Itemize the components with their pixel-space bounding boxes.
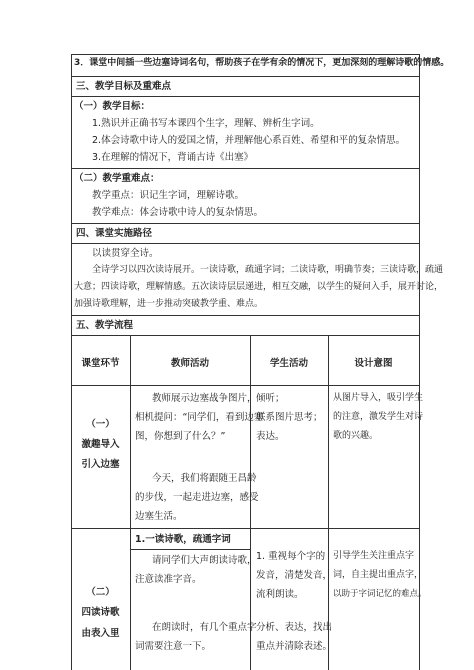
teacher-line: 教师展示边塞战争图片， (152, 393, 257, 404)
goal-1: 1.熟识并正确书写本课四个生字，理解、辨析生字词。 (92, 118, 320, 129)
teacher-heading: 1.一读诗歌，疏通字词 (135, 534, 231, 545)
design-line: 的注意，激发学生对诗 (333, 412, 424, 422)
difficult-point: 教学难点：体会诗歌中诗人的复杂情思。 (92, 207, 264, 218)
section-4-paragraph-line: 大意；四读诗歌，理解情感。五次读诗层层递进，相互交融，以学生的疑问入手，展开讨论， (74, 282, 444, 292)
design-line: 以助于字词记忆的难点。 (333, 589, 427, 599)
section-4-title: 四、课堂实施路径 (76, 228, 153, 239)
student-line: 发音，清楚发音， (256, 570, 333, 581)
row-divider (71, 243, 420, 244)
stage-title: 引入边塞 (81, 459, 120, 470)
row-divider (71, 385, 420, 386)
header-student: 学生活动 (269, 358, 308, 369)
row-top-text: 3．课堂中间插一些边塞诗词名句，帮助孩子在学有余的情况下，更加深刻的理解诗歌的情感。 (74, 58, 450, 68)
stage-number: （二） (86, 587, 115, 598)
header-teacher: 教师活动 (170, 358, 209, 369)
teacher-line: 在朗读时，有几个重点字 (152, 622, 257, 633)
goal-2: 2.体会诗歌中诗人的爱国之情，并理解他心系百姓、希望和平的复杂情思。 (92, 135, 406, 146)
teacher-line: 今天，我们将跟随王昌龄 (152, 473, 257, 484)
design-line: 词，自主提出重点字， (333, 570, 424, 580)
student-line: 联系图片思考； (256, 412, 323, 423)
stage-title: 由表入里 (81, 628, 120, 639)
key-point: 教学重点：识记生字词，理解诗歌。 (92, 190, 245, 201)
teacher-line: 词需要注意一下。 (135, 641, 212, 652)
teacher-line: 请同学们大声朗读诗歌， (152, 555, 257, 566)
row-divider (71, 168, 420, 169)
section-4-paragraph-line: 加强诗歌理解，进一步推动突破教学重、难点。 (74, 299, 264, 309)
row-divider (71, 223, 420, 224)
design-line: 引导学生关注重点字 (333, 551, 415, 561)
stage-title: 激趣导入 (81, 439, 120, 450)
student-line: 1. 重视每个字的 (256, 551, 326, 562)
row-divider (71, 96, 420, 97)
teacher-line: 注意读准字音。 (135, 574, 202, 585)
section-3-subheading-keypoints: （二）教学重难点： (74, 173, 160, 184)
stage-number: （一） (86, 419, 115, 430)
table-border-top (71, 54, 420, 55)
section-3-title: 三、教学目标及重难点 (76, 81, 172, 92)
student-line: 倾听； (256, 393, 285, 404)
row-divider (71, 335, 420, 336)
section-5-title: 五、教学流程 (76, 320, 134, 331)
goal-3: 3.在理解的情况下，背诵古诗《出塞》 (92, 152, 254, 163)
student-line: 分析、表达，找出 (256, 622, 333, 633)
student-line: 流利朗读。 (256, 589, 304, 600)
section-4-paragraph-line: 全诗学习以四次读诗展开。一读诗歌，疏通字词；二读诗歌，明确节奏；三读诗歌，疏通 (92, 265, 444, 275)
design-line: 歌的兴趣。 (333, 431, 379, 441)
design-line: 从图片导入，吸引学生 (333, 393, 424, 403)
stage-title: 四读诗歌 (81, 607, 120, 618)
teacher-line: 的步伐，一起走进边塞，感受 (135, 492, 259, 503)
row-divider (71, 528, 420, 529)
section-3-subheading-goals: （一）教学目标： (74, 101, 151, 112)
teacher-line: 图，你想到了什么？” (135, 431, 226, 442)
header-stage: 课堂环节 (81, 358, 120, 369)
teacher-line: 边塞生活。 (135, 511, 183, 522)
teacher-line: 相机提问：“同学们，看到边塞 (135, 412, 264, 423)
cell-divider (130, 549, 250, 550)
row-divider (71, 76, 420, 77)
student-line: 重点并清除表述。 (256, 641, 333, 652)
section-4-line: 以读贯穿全诗。 (92, 248, 159, 259)
row-divider (71, 315, 420, 316)
header-design: 设计意图 (354, 358, 393, 369)
student-line: 表达。 (256, 431, 285, 442)
